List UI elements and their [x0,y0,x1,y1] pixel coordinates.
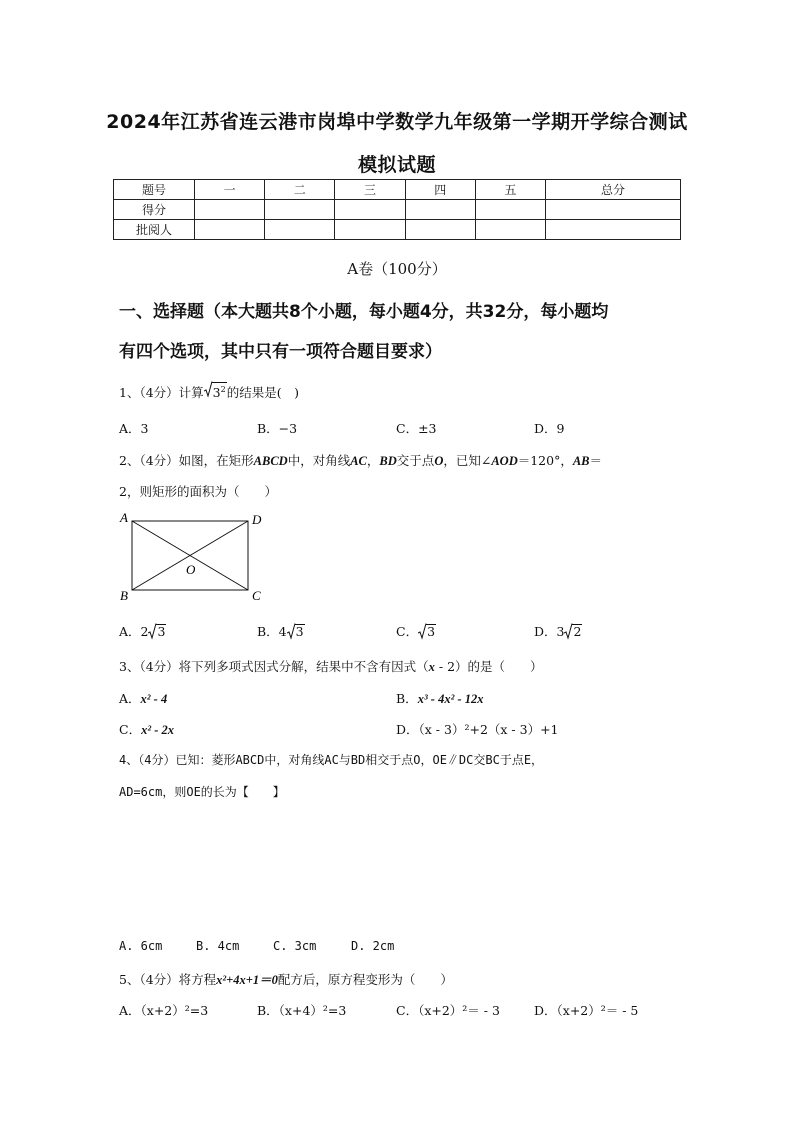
score-table-row [114,200,681,220]
exam-title-line1: 2024年江苏省连云港市岗埠中学数学九年级第一学期开学综合测试 [106,111,688,133]
table-cell: 一 [195,180,265,200]
option-d[interactable]: D．3 2 [534,624,582,639]
score-input-cell[interactable] [335,200,405,220]
section-heading-line2: 有四个选项，其中只有一项符合题目要求） [119,342,442,362]
q1-suffix: 的结果是( ) [226,385,299,401]
option-c[interactable]: C．x² - 2x [119,722,174,737]
score-table-row [114,220,681,240]
option-b[interactable]: B．（x+4）²=3 [257,1003,347,1018]
option-a[interactable]: A. 6cm [119,939,163,953]
option-a[interactable]: A．x² - 4 [119,691,168,706]
option-b[interactable]: B．−3 [257,421,298,436]
option-d[interactable]: D. 2cm [351,939,395,953]
question-4: 4、（4分）已知：菱形ABCD中，对角线AC与BD相交于点O，OE∥DC交BC于点E， [119,753,544,767]
q1-prefix: 1、（4分）计算 [119,385,204,401]
table-cell: 四 [405,180,475,200]
question-3: 3、（4分）将下列多项式因式分解，结果中不含有因式（x - 2）的是（ ） [119,659,543,674]
score-input-cell[interactable] [195,220,265,240]
score-input-cell[interactable] [265,200,335,220]
question-4-line2: AD=6cm，则OE的长为【 】 [119,785,285,799]
score-input-cell[interactable] [265,220,335,240]
option-c[interactable]: C．±3 [396,421,437,436]
option-a[interactable]: A．3 [119,421,149,436]
section-heading-line1: 一、选择题（本大题共8个小题，每小题4分，共32分，每小题均 [119,302,609,322]
table-cell: 总分 [546,180,681,200]
score-input-cell[interactable] [475,200,545,220]
table-cell: 题号 [114,180,195,200]
sqrt-expression [204,382,227,400]
option-c[interactable]: C． 3 [396,624,436,639]
exam-title-line2: 模拟试题 [357,154,436,176]
table-cell: 五 [475,180,545,200]
radicand: $3^2$ [212,382,227,399]
score-table [113,179,681,240]
question-2: 2、（4分）如图，在矩形ABCD中，对角线AC，BD交于点O，已知∠AOD＝120°，AB＝ [119,453,603,468]
score-input-cell[interactable] [475,220,545,240]
score-input-cell[interactable] [405,200,475,220]
label-d: D [252,512,262,527]
label-o: O [186,562,196,577]
option-d[interactable]: D．（x - 3）²+2（x - 3）+1 [396,722,559,737]
option-d[interactable]: D．9 [534,421,565,436]
option-b[interactable]: B．x³ - 4x² - 12x [396,691,484,706]
score-input-cell[interactable] [546,220,681,240]
score-table-header-row [114,180,681,200]
label-c: C [252,588,261,603]
table-cell: 批阅人 [114,220,195,240]
question-5: 5、（4分）将方程x²+4x+1＝0配方后，原方程变形为（ ） [119,972,453,987]
score-input-cell[interactable] [335,220,405,240]
option-a[interactable]: A．（x+2）²=3 [119,1003,209,1018]
label-a: A [120,510,128,525]
table-cell: 二 [265,180,335,200]
option-b[interactable]: B．4 3 [257,624,304,639]
score-input-cell[interactable] [546,200,681,220]
option-c[interactable]: C. 3cm [273,939,317,953]
paper-section-heading: A卷（100分） [347,260,447,278]
label-b: B [120,588,128,603]
table-cell: 得分 [114,200,195,220]
score-input-cell[interactable] [405,220,475,240]
question-1 [119,382,299,401]
option-a[interactable]: A．2 3 [119,624,166,639]
option-d[interactable]: D．（x+2）²＝ - 5 [534,1003,639,1018]
score-input-cell[interactable] [195,200,265,220]
option-b[interactable]: B. 4cm [196,939,240,953]
question-2-line2: 2，则矩形的面积为（ ） [119,484,277,499]
table-cell: 三 [335,180,405,200]
option-c[interactable]: C．（x+2）²＝ - 3 [396,1003,500,1018]
rectangle-figure [112,508,272,604]
